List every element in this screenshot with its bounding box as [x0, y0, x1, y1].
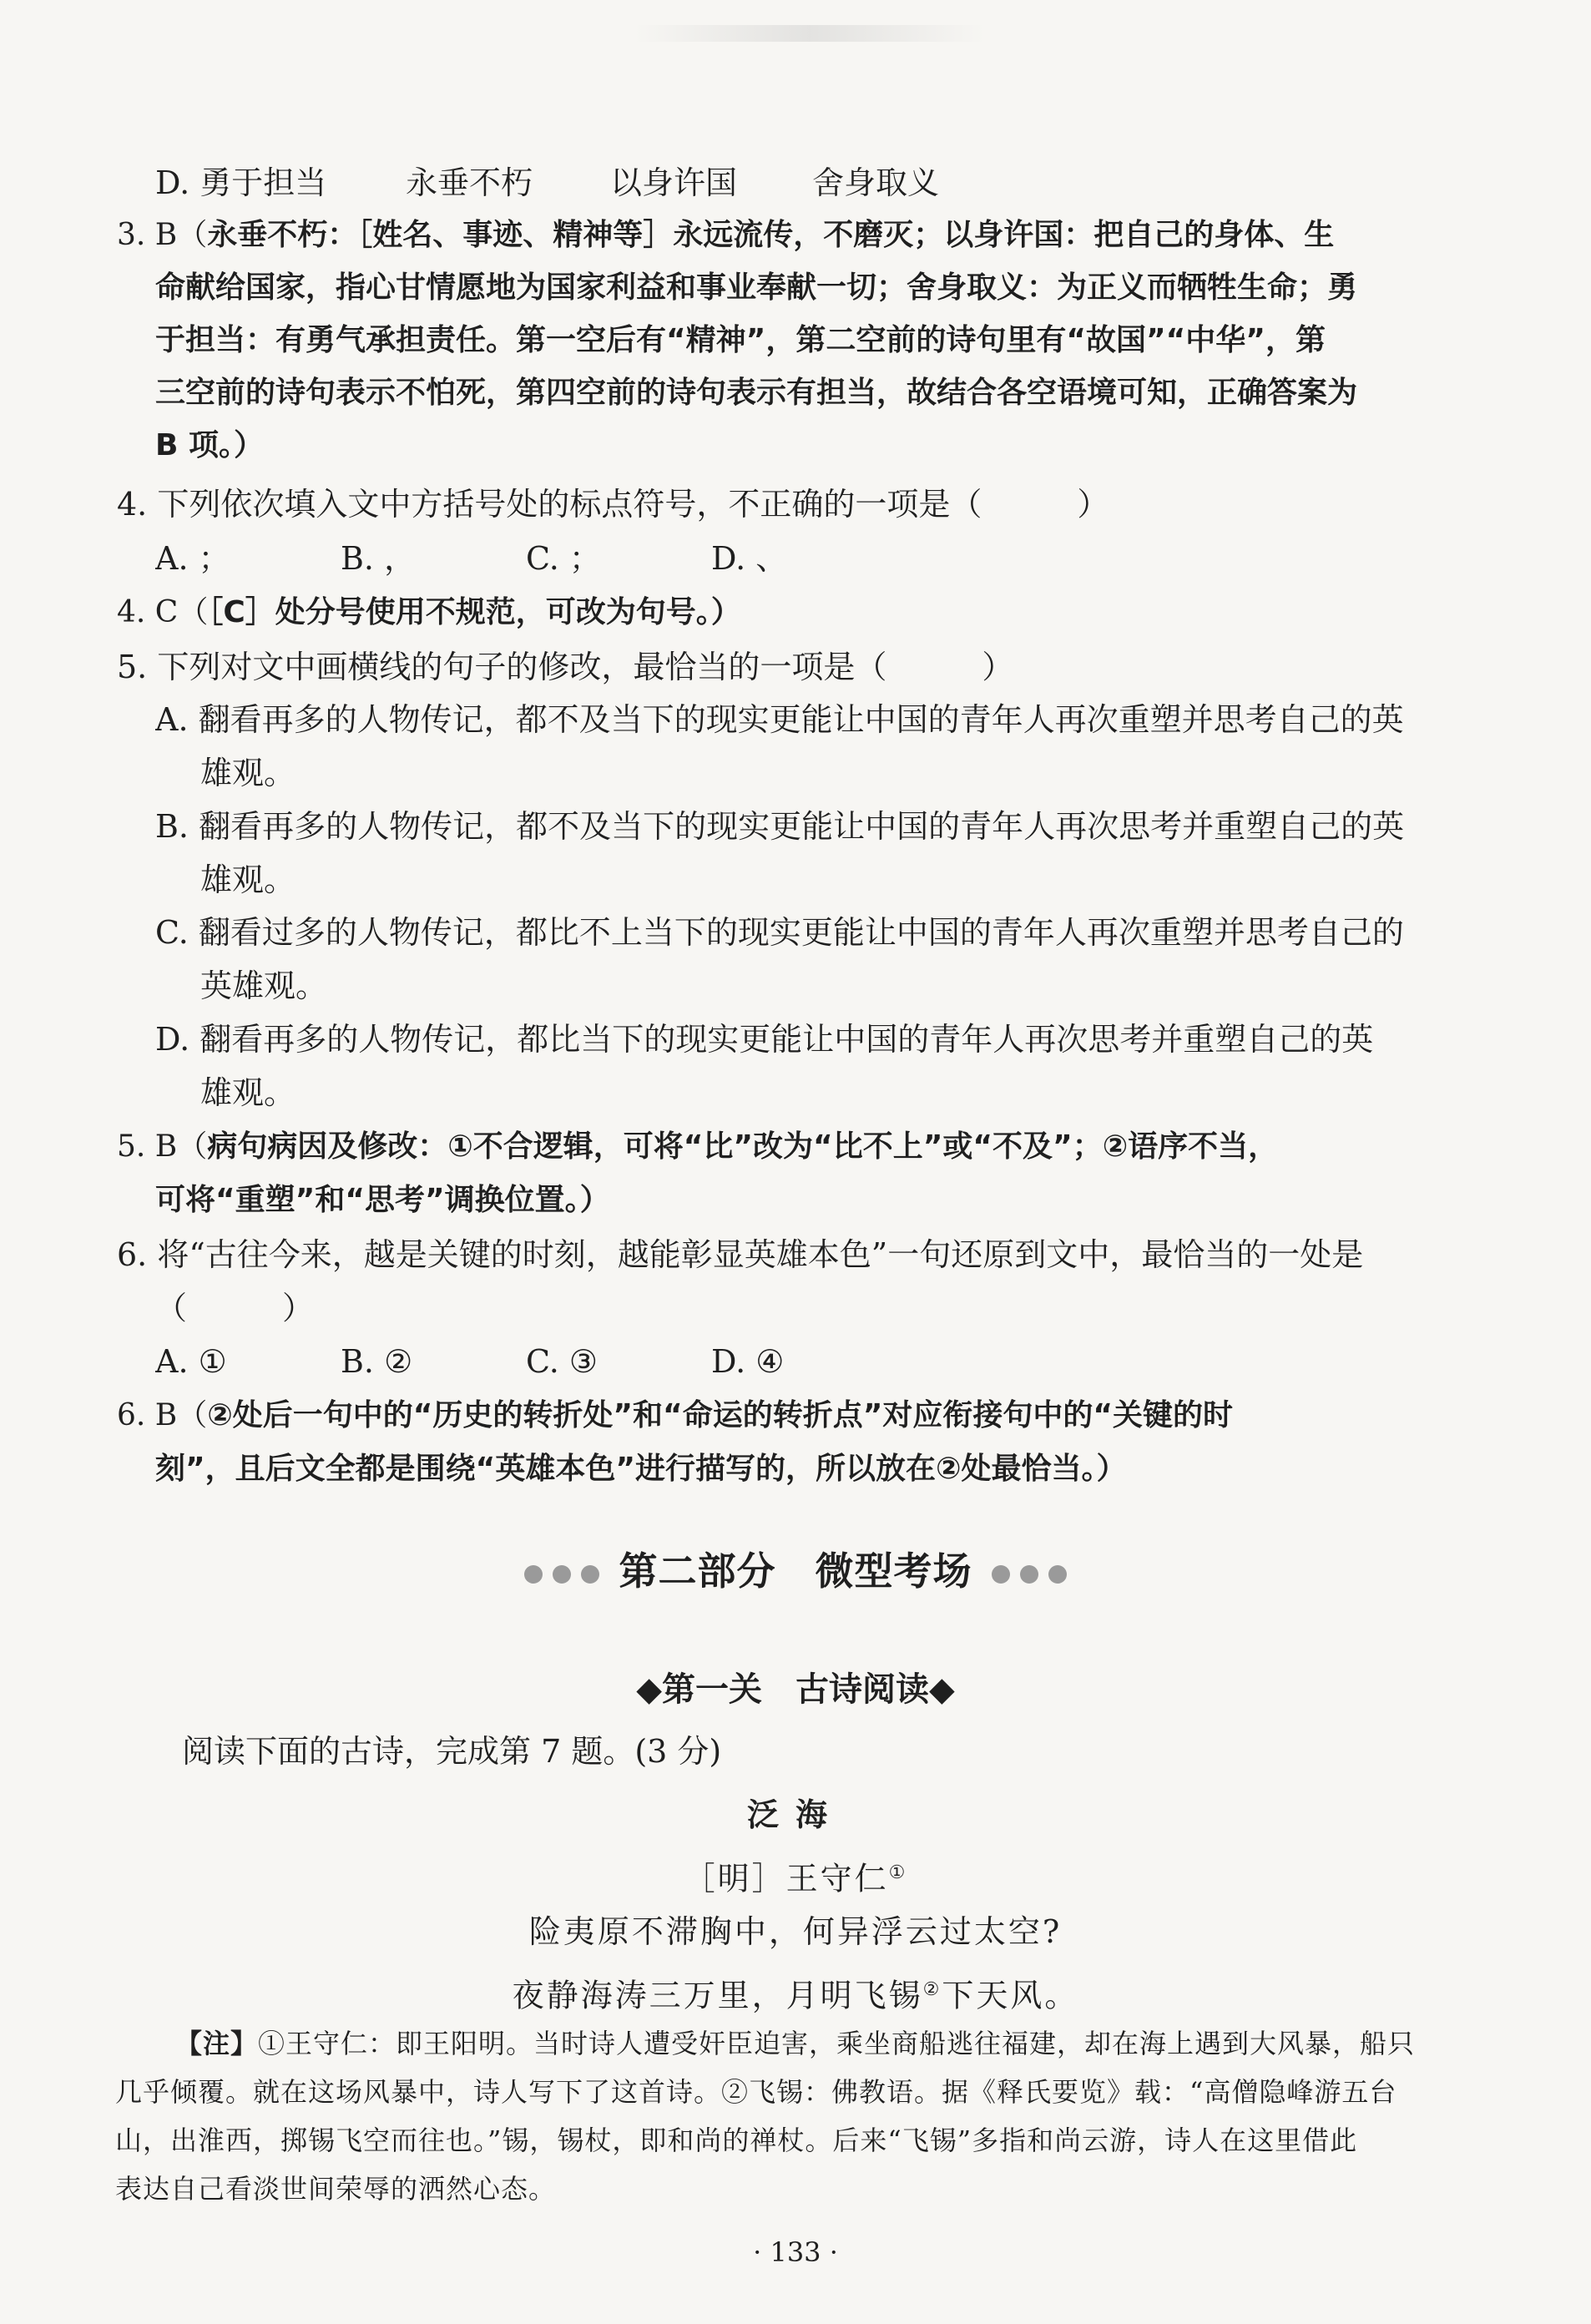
answer-5-line-2: 可将“重塑”和“思考”调换位置。） — [155, 1183, 610, 1217]
author-text: ［明］王守仁 — [683, 1860, 889, 1897]
emphasis-char: 确 — [791, 486, 824, 523]
option-text: 舍身取义 — [812, 164, 940, 201]
stem-text: 的一项是（ ） — [728, 649, 1014, 685]
option-text: 永垂不朽 — [406, 164, 533, 201]
emphasis-char: 不 — [728, 486, 760, 523]
question-4-options — [155, 538, 1533, 578]
emphasis-char: 当 — [696, 649, 729, 685]
question-4-stem — [117, 484, 1494, 524]
option-text: D. 勇于担当 — [155, 164, 327, 201]
answer-5-line-1 — [117, 1127, 1494, 1167]
emphasis-char: 最 — [633, 649, 665, 685]
question-5-option-b-line-2: 雄观。 — [200, 861, 296, 898]
option-d: D. ④ — [711, 1343, 785, 1380]
bullet-dot-icon — [992, 1565, 1010, 1584]
answer-lead: 5. B（ — [117, 1129, 208, 1164]
stem-text: 的一处是 — [1236, 1236, 1364, 1273]
answer-3-line-3: 于担当：有勇气承担责任。第一空后有“精神”，第二空前的诗句里有“故国”“中华”，第 — [155, 323, 1326, 357]
question-6-stem — [117, 1235, 1494, 1275]
poem-line-1: 险夷原不滞胸中，何异浮云过太空? — [528, 1913, 1063, 1950]
poem-text: 夜静海涛三万里，月明飞锡 — [512, 1977, 923, 2014]
footnote-mark: ② — [922, 1979, 942, 2000]
answer-3-line-5: B 项。） — [155, 428, 264, 462]
answer-lead: 3. B（ — [117, 218, 208, 252]
emphasis-char: 正 — [760, 486, 792, 523]
answer-6-line-2: 刻”，且后文全都是围绕“英雄本色”进行描写的，所以放在②处最恰当。） — [155, 1452, 1127, 1486]
note-line-1 — [175, 2022, 1553, 2065]
emphasis-char: 恰 — [1173, 1236, 1205, 1273]
question-5-option-b-line-1: B. 翻看再多的人物传记，都不及当下的现实更能让中国的青年人再次思考并重塑自己的英 — [155, 808, 1405, 845]
poem-title: 泛海 — [746, 1796, 844, 1833]
part-title-text: 第二部分 微型考场 — [619, 1548, 972, 1594]
option-c: C. ③ — [526, 1343, 598, 1380]
question-5-option-d-line-1: D. 翻看再多的人物传记，都比当下的现实更能让中国的青年人再次思考并重塑自己的英 — [155, 1021, 1374, 1058]
answer-3-line-1 — [117, 215, 1494, 255]
stem-text: 5. 下列对文中画横线的句子的修改， — [117, 649, 634, 685]
note-line-4: 表达自己看淡世间荣辱的洒然心态。 — [115, 2173, 557, 2205]
question-6-stem-line-2: （ ） — [155, 1290, 315, 1326]
bullet-dot-icon — [553, 1565, 571, 1584]
answer-text: 永垂不朽：［姓名、事迹、精神等］永远流传，不磨灭；以身许国：把自己的身体、生 — [207, 218, 1335, 252]
emphasis-char: 恰 — [664, 649, 697, 685]
bullet-dot-icon — [524, 1565, 543, 1584]
note-line-3: 山，出淮西，掷锡飞空而往也。”锡，锡杖，即和尚的禅杖。后来“飞锡”多指和尚云游，诗人在这里借此 — [115, 2124, 1358, 2156]
answer-lead: 6. B（ — [117, 1398, 208, 1432]
option-text: 以身许国 — [610, 164, 738, 201]
note-line-2: 几乎倾覆。就在这场风暴中，诗人写下了这首诗。②飞锡：佛教语。据《释氏要览》载：“高僧隐峰游五台 — [115, 2076, 1397, 2108]
answer-3-line-2: 命献给国家，指心甘情愿地为国家利益和事业奉献一切；舍身取义：为正义而牺牲生命；勇 — [155, 270, 1358, 305]
q3-option-d — [155, 163, 1533, 203]
reading-instruction: 阅读下面的古诗，完成第 7 题。(3 分) — [182, 1733, 722, 1770]
option-d: D. 、 — [711, 540, 788, 577]
question-5-option-a-line-2: 雄观。 — [200, 755, 296, 791]
section-title: ◆第一关 古诗阅读◆ — [636, 1670, 955, 1709]
answer-text: 病句病因及修改：①不合逻辑，可将“比”改为“比不上”或“不及”；②语序不当， — [207, 1129, 1279, 1164]
question-6-options — [155, 1341, 1533, 1382]
answer-6-line-1 — [117, 1396, 1494, 1436]
question-5-option-a-line-1: A. 翻看再多的人物传记，都不及当下的现实更能让中国的青年人再次重塑并思考自己的英 — [155, 701, 1404, 738]
question-5-option-c-line-1: C. 翻看过多的人物传记，都比不上当下的现实更能让中国的青年人再次重塑并思考自己的 — [155, 914, 1404, 951]
poem-author — [0, 1853, 1591, 1899]
option-a: A. ① — [155, 1343, 227, 1380]
option-c: C. ； — [526, 540, 601, 577]
question-5-option-c-line-2: 英雄观。 — [200, 967, 328, 1004]
page-number: · 133 · — [753, 2236, 838, 2268]
question-5-stem — [117, 647, 1494, 687]
option-b: B. ② — [341, 1343, 413, 1380]
stem-text: 6. 将“古往今来，越是关键的时刻，越能彰显英雄本色”一句还原到文中， — [117, 1236, 1142, 1273]
answer-lead: 4. C（ — [117, 595, 209, 629]
question-5-option-d-line-2: 雄观。 — [200, 1074, 296, 1111]
bullet-dot-icon — [1048, 1565, 1067, 1584]
option-a: A. ； — [155, 540, 230, 577]
poem-line-2 — [0, 1970, 1591, 2016]
answer-text: ②处后一句中的“历史的转折处”和“命运的转折点”对应衔接句中的“关键的时 — [207, 1398, 1234, 1432]
stem-text: 4. 下列依次填入文中方括号处的标点符号， — [117, 486, 729, 523]
poem-text: 下天风。 — [942, 1977, 1079, 2014]
answer-text: ［C］处分号使用不规范，可改为句号。） — [208, 595, 741, 629]
bullet-dot-icon — [581, 1565, 599, 1584]
emphasis-char: 最 — [1141, 1236, 1174, 1273]
note-label: 【注】 — [175, 2028, 259, 2059]
answer-4 — [117, 593, 1494, 633]
part-title — [0, 1546, 1591, 1596]
stem-text: 的一项是（ ） — [823, 486, 1109, 523]
emphasis-char: 当 — [1205, 1236, 1237, 1273]
note-text: ①王守仁：即王阳明。当时诗人遭受奸臣迫害，乘坐商船逃往福建，却在海上遇到大风暴，船只 — [258, 2028, 1416, 2059]
answer-3-line-4: 三空前的诗句表示不怕死，第四空前的诗句表示有担当，故结合各空语境可知，正确答案为 — [155, 376, 1358, 410]
bullet-dot-icon — [1020, 1565, 1038, 1584]
option-b: B. ， — [341, 540, 417, 577]
footnote-mark: ① — [888, 1862, 908, 1883]
scan-artifact — [634, 25, 985, 42]
